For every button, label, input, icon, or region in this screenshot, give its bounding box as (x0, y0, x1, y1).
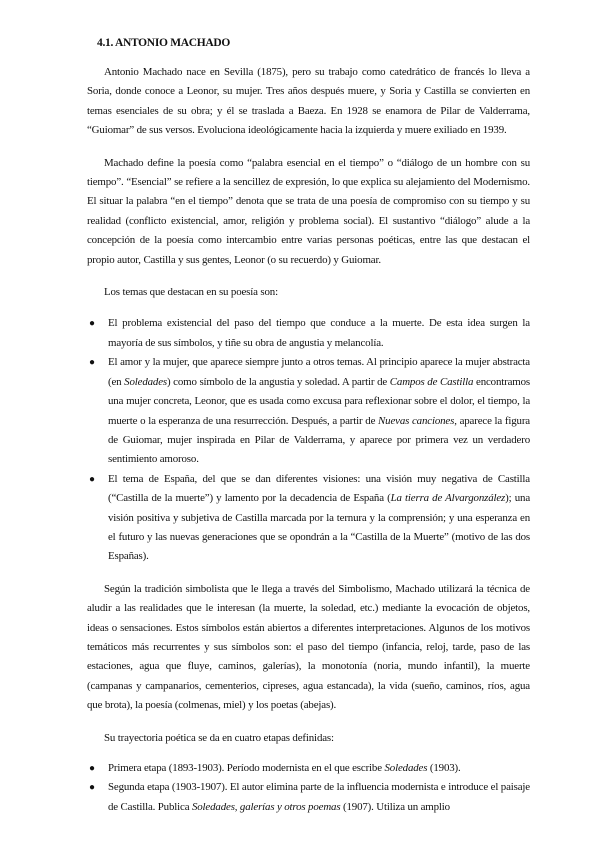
bullet-icon: ● (89, 473, 95, 485)
list-item: ● Primera etapa (1893-1903). Período modernista en el que escribe Soledades (1903). (87, 759, 530, 778)
book-title: Campos de Castilla (389, 375, 474, 388)
list-item: ● El problema existencial del paso del tiempo que conduce a la muerte. De esta idea surgen la mayoría de sus símbolos, y tiñe su obra de angustia y melancolía. (87, 314, 530, 353)
themes-list (87, 314, 530, 566)
list-item: ● El tema de España, del que se dan diferentes visiones: una visión muy negativa de Castilla (“Castilla de la muerte”) y lamento por la decadencia de España (La tierra de Alvargonzález); una visión positiva y subjetiva de Castilla marcada por la ternura y la comprensión; y una esperanza en el futuro y las nuevas generaciones que se opondrán a la “Castilla de la Muerte” (motivo de las dos Españas). (87, 470, 530, 567)
list-item: ● El amor y la mujer, que aparece siempre junto a otros temas. Al principio aparece la mujer abstracta (en Soledades) como símbolo de la angustia y soledad. A partir de Campos de Castilla encontramos una mujer concreta, Leonor, que es usada como excusa para reflexionar sobre el dolor, el tiempo, la muerte o la esperanza de una resurrección. Después, a partir de Nuevas canciones, aparece la figura de Guiomar, mujer inspirada en Pilar de Valderrama, y aparece por primera vez un verdadero sentimiento amoroso. (87, 353, 530, 469)
list-item: ● Segunda etapa (1903-1907). El autor elimina parte de la influencia modernista e introduce el paisaje de Castilla. Publica Soledades, galerías y otros poemas (1907). Utiliza un amplio (87, 778, 530, 817)
bullet-icon: ● (89, 763, 95, 774)
bullet-icon: ● (89, 357, 95, 369)
book-title: Nuevas canciones (378, 414, 455, 427)
book-title: Soledades (124, 375, 167, 388)
page-title: 4.1. ANTONIO MACHADO (97, 37, 231, 49)
stages-list (87, 759, 530, 817)
stages-intro: Su trayectoria poética se da en cuatro etapas definidas: (104, 731, 334, 744)
bullet-icon: ● (89, 318, 95, 330)
book-title: La tierra de Alvargonzález (390, 492, 506, 505)
book-title: Soledades (384, 762, 428, 774)
bullet-icon: ● (89, 782, 95, 794)
book-title: Soledades, galerías y otros poemas (191, 800, 341, 813)
symbolism-paragraph: Según la tradición simbolista que le llega a través del Simbolismo, Machado utilizará la técnica de aludir a las realidades que le interesan (la muerte, la soledad, etc.) mediante la evocación de objetos, ideas o sensaciones. Estos símbolos están abiertos a diferentes interpretaciones. Algunos de los motivos temáticos más recurrentes y sus símbolos son: el paso del tiempo (infancia, reloj, tarde, paso de las estaciones, agua que fluye, caminos, galerías), la monotonía (noria, mundo infantil), la muerte (campanas y campanarios, cementerios, cipreses, agua estancada), la vida (sueño, caminos, ríos, agua que brota), la poesía (colmenas, miel) y los poetas (abejas). (87, 582, 530, 712)
poetry-definition-paragraph: Machado define la poesía como “palabra esencial en el tiempo” o “diálogo de un hombre con su tiempo”. “Esencial” se refiere a la sencillez de expresión, lo que explica su alejamiento del Modernismo. El situar la palabra “en el tiempo” denota que se trata de una poesía de compromiso con su tiempo y su realidad (conflicto existencial, amor, religión y problema social). El sustantivo “diálogo” alude a la concepción de la poesía como intercambio entre varias personas poéticas, entre las que destacan el propio autor, Castilla y sus gentes, Leonor (o su recuerdo) y Guiomar. (87, 156, 530, 266)
themes-intro: Los temas que destacan en su poesía son: (104, 286, 278, 299)
biography-paragraph: Antonio Machado nace en Sevilla (1875), pero su trabajo como catedrático de francés lo lleva a Soria, donde conoce a Leonor, su mujer. Tres años después muere, y Soria y Castilla se convierten en temas esenciales de su obra; y él se traslada a Baeza. En 1928 se enamora de Pilar de Valderrama, “Guiomar” de sus versos. Evoluciona ideológicamente hacia la izquierda y muere exiliado en 1939. (87, 66, 530, 137)
